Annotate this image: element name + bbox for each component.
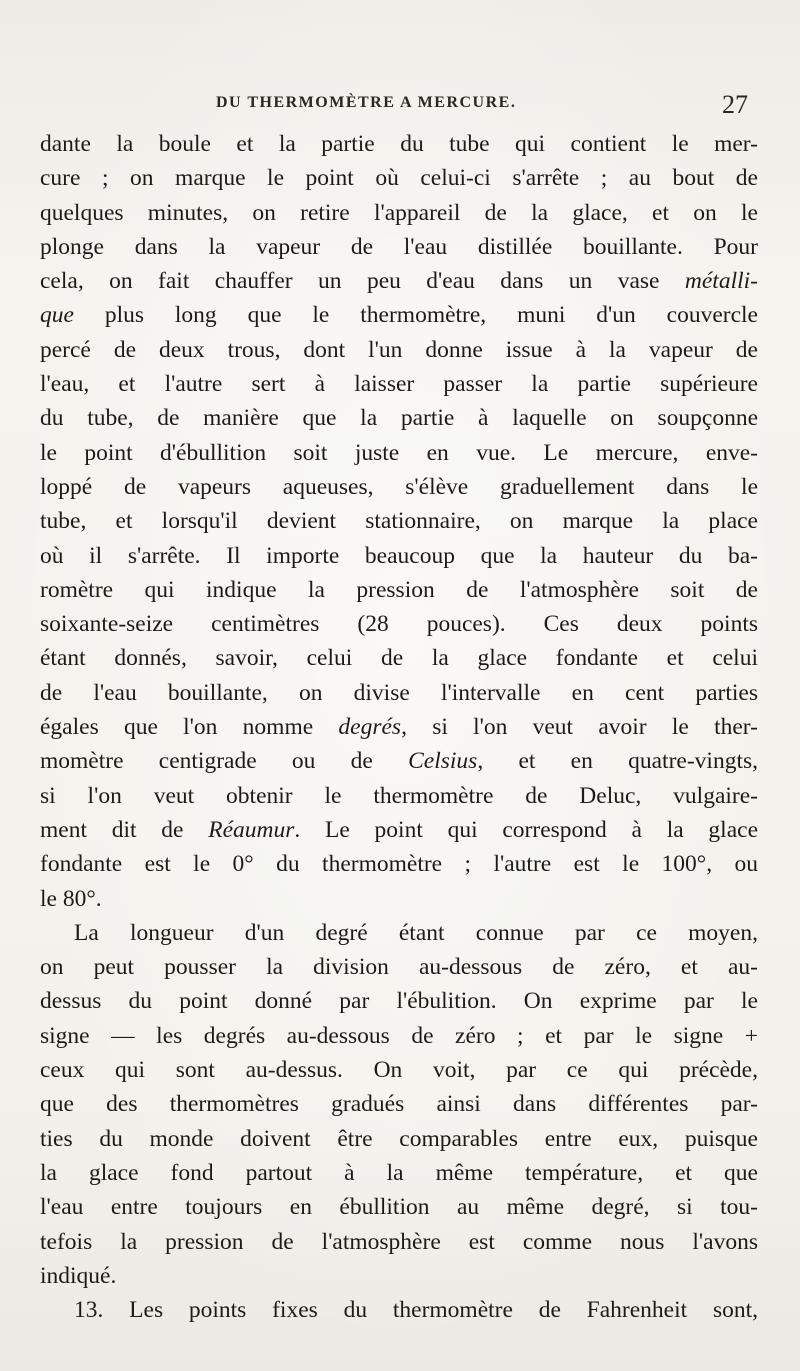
text-line: l'eau entre toujours en ébullition au même degré, si tou- (40, 1194, 758, 1221)
text-line: étant donnés, savoir, celui de la glace fondante et celui (40, 645, 758, 672)
italic-term: métalli- (684, 268, 758, 295)
text-line: signe — les degrés au-dessous de zéro ; et par le signe + (40, 1022, 758, 1049)
text-segment: momètre centigrade ou de (40, 748, 409, 775)
text-line: romètre qui indique la pression de l'atmosphère soit de (40, 576, 758, 603)
text-segment: cela, on fait chauffer un peu d'eau dans un vase (40, 268, 685, 295)
text-line: on peut pousser la division au-dessous de zéro, et au- (40, 954, 758, 981)
text-line: ceux qui sont au-dessus. On voit, par ce qui précède, (40, 1057, 758, 1084)
text-line: tefois la pression de l'atmosphère est comme nous l'avons (40, 1228, 758, 1255)
text-line: tube, et lorsqu'il devient stationnaire, on marque la place (40, 508, 758, 535)
italic-term: degrés (338, 714, 402, 741)
text-line: fondante est le 0° du thermomètre ; l'autre est le 100°, ou (40, 851, 758, 878)
text-line (40, 298, 758, 332)
paragraph-start-line: 13. Les points fixes du thermomètre de Fahrenheit sont, (74, 1297, 758, 1324)
text-segment: égales que l'on nomme (40, 714, 339, 741)
text-line (40, 710, 758, 744)
page-number: 27 (722, 90, 748, 119)
text-line: le point d'ébullition soit juste en vue. Le mercure, enve- (40, 439, 758, 466)
text-line: dante la boule et la partie du tube qui contient le mer- (40, 131, 758, 157)
text-line: la glace fond partout à la même température, et que (40, 1159, 758, 1186)
text-line: l'eau, et l'autre sert à laisser passer la partie supérieure (40, 371, 758, 398)
text-line: percé de deux trous, dont l'un donne issue à la vapeur de (40, 336, 758, 363)
text-segment: , si l'on veut avoir le ther- (401, 714, 758, 741)
italic-term: Réaumur (208, 816, 295, 843)
text-line: de l'eau bouillante, on divise l'intervalle en cent parties (40, 679, 758, 706)
text-line: que des thermomètres gradués ainsi dans différentes par- (40, 1091, 758, 1118)
italic-term: que (40, 302, 74, 329)
text-line: indiqué. (40, 1262, 117, 1289)
text-line: où il s'arrête. Il importe beaucoup que la hauteur du ba- (40, 542, 758, 569)
text-line (40, 813, 758, 847)
text-line: le 80°. (40, 885, 102, 912)
page-header (0, 90, 800, 124)
text-line: loppé de vapeurs aqueuses, s'élève graduellement dans le (40, 473, 758, 500)
text-line: cure ; on marque le point où celui-ci s'arrête ; au bout de (40, 165, 758, 192)
body-text (40, 127, 758, 1327)
text-segment: plus long que le thermomètre, muni d'un couvercle (73, 302, 758, 329)
text-line: plonge dans la vapeur de l'eau distillée bouillante. Pour (40, 233, 758, 260)
text-line: soixante-seize centimètres (28 pouces). Ces deux points (40, 611, 758, 638)
text-line: quelques minutes, on retire l'appareil de la glace, et on le (40, 199, 758, 226)
text-line (40, 744, 758, 778)
text-segment: , et en quatre-vingts, (477, 748, 758, 775)
italic-term: Celsius (408, 748, 478, 775)
running-title: DU THERMOMÈTRE A MERCURE. (216, 94, 517, 111)
text-line (40, 264, 758, 298)
paragraph-start-line: La longueur d'un degré étant connue par ce moyen, (74, 919, 758, 946)
text-segment: . Le point qui correspond à la glace (294, 816, 758, 843)
text-line: si l'on veut obtenir le thermomètre de Deluc, vulgaire- (40, 782, 758, 809)
text-line: du tube, de manière que la partie à laquelle on soupçonne (40, 405, 758, 432)
text-line: dessus du point donné par l'ébulition. On exprime par le (40, 988, 758, 1015)
text-line: ties du monde doivent être comparables entre eux, puisque (40, 1125, 758, 1152)
text-segment: ment dit de (40, 816, 209, 843)
